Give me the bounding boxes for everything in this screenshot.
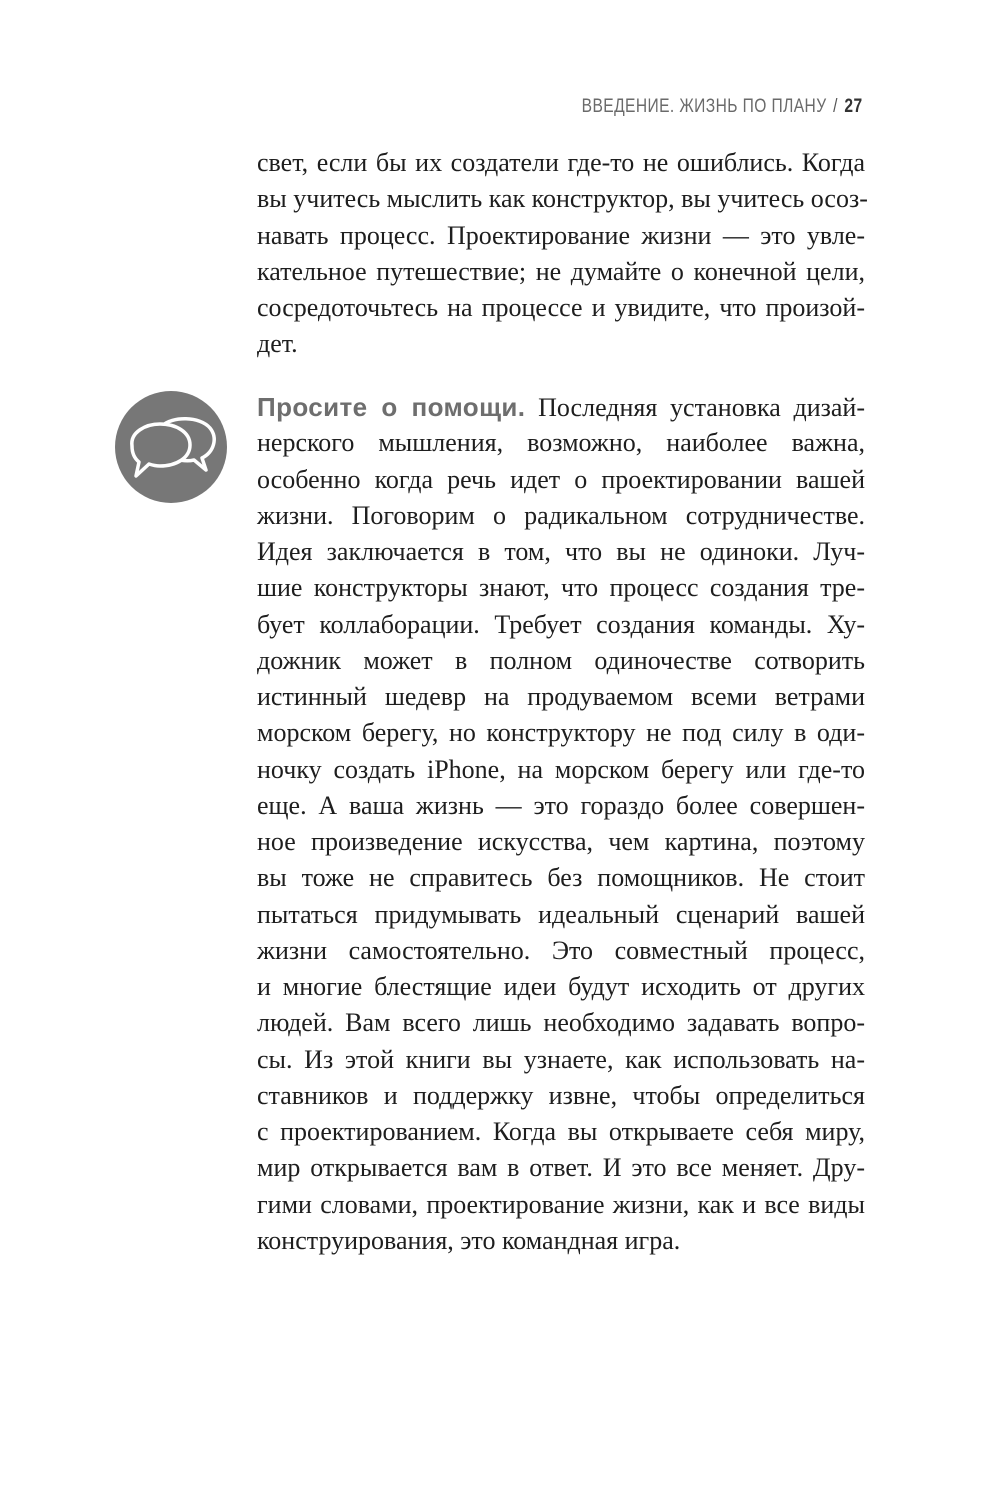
text-line: и многие блестящие идеи будут исходить от других [257,972,865,1001]
text-line: сы. Из этой книги вы узнаете, как использовать на- [257,1044,865,1074]
text-line: жизни самостоятельно. Это совместный процесс, [257,935,865,965]
text-line: Идея заключается в том, что вы не одиноки. Луч- [257,537,865,566]
text-line-first [257,389,865,425]
text-line: дет. [257,329,298,359]
chapter-title: ВВЕДЕНИЕ. ЖИЗНЬ ПО ПЛАНУ [582,96,827,117]
header-separator: / [833,96,839,117]
text-line: ставников и поддержку извне, чтобы определиться [257,1080,865,1110]
text-line: истинный шедевр на продуваемом всеми ветрами [257,682,865,711]
text-line: людей. Вам всего лишь необходимо задавать вопро- [257,1008,865,1038]
text-line: гими словами, проектирование жизни, как и все виды [257,1189,865,1219]
text-line: вы тоже не справитесь без помощников. Не стоит [257,863,865,893]
text-line: жизни. Поговорим о радикальном сотрудничестве. [257,500,865,530]
page-number: 27 [844,96,863,117]
text-line-rest: Последняя установка дизай- [525,393,865,422]
text-line: кательное путешествие; не думайте о конечной цели, [257,256,865,286]
paragraph-lead-heading: Просите о помощи. [257,392,526,422]
text-line: дожник может в полном одиночестве сотворить [257,645,865,675]
text-line: навать процесс. Проектирование жизни — это увле- [257,220,865,250]
text-line: шие конструкторы знают, что процесс создания тре- [257,573,865,603]
speech-bubbles-icon [114,390,228,504]
text-line: мир открывается вам в ответ. И это все меняет. Дру- [257,1153,865,1183]
text-line: морском берегу, но конструктору не под силу в оди- [257,718,865,748]
running-head [582,96,863,118]
text-line: свет, если бы их создатели где-то не ошиблись. Когда [257,148,865,177]
text-line: ночку создать iPhone, на морском берегу или где-то [257,754,865,784]
text-line: пытаться придумывать идеальный сценарий вашей [257,899,865,929]
text-line: особенно когда речь идет о проектировании вашей [257,464,865,494]
text-line: бует коллаборации. Требует создания команды. Ху- [257,609,865,639]
text-line: с проектированием. Когда вы открываете себя миру, [257,1117,865,1146]
text-line: ное произведение искусства, чем картина, поэтому [257,827,865,856]
text-line: вы учитесь мыслить как конструктор, вы учитесь осоз- [257,184,868,214]
text-line: еще. А ваша жизнь — это гораздо более совершен- [257,790,865,820]
paragraph-continued [257,145,868,363]
text-line: конструирования, это командная игра. [257,1225,681,1255]
paragraph-ask-for-help [257,389,865,1259]
text-line: сосредоточьтесь на процессе и увидите, что произой- [257,293,865,322]
text-line: нерского мышления, возможно, наиболее важна, [257,428,865,458]
